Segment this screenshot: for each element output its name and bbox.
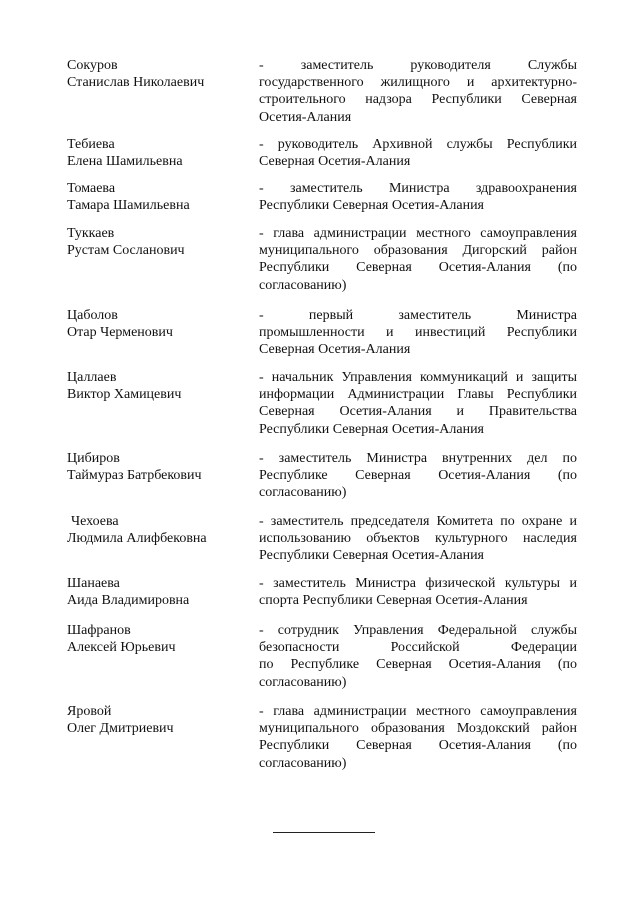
member-surname: Туккаев	[67, 226, 115, 241]
member-position	[259, 513, 577, 565]
member-position	[259, 57, 577, 126]
position-line: Осетия-Алания	[259, 109, 352, 125]
position-line: Республике Северная Осетия-Алания (по	[259, 468, 577, 484]
member-name	[67, 703, 247, 737]
member-position	[259, 575, 577, 609]
member-surname: Шанаева	[67, 576, 120, 591]
position-line: промышленности и инвестиций Республики	[259, 325, 577, 341]
member-name	[67, 307, 247, 341]
position-line: - заместитель руководителя Службы	[259, 58, 577, 73]
member-given-names: Виктор Хамицевич	[67, 387, 182, 403]
position-line: по Республике Северная Осетия-Алания (по	[259, 657, 577, 673]
position-line: Республики Северная Осетия-Алания	[259, 548, 484, 564]
member-name	[67, 450, 247, 484]
position-line: Северная Осетия-Алания и Правительства	[259, 404, 577, 420]
member-given-names: Отар Черменович	[67, 325, 173, 341]
member-name	[67, 180, 247, 214]
position-line: муниципального образования Дигорский район	[259, 243, 577, 259]
member-given-names: Аида Владимировна	[67, 593, 190, 609]
position-line: муниципального образования Моздокский район	[259, 721, 577, 737]
position-line: государственного жилищного и архитектурно-	[259, 75, 577, 91]
member-surname: Яровой	[67, 704, 112, 719]
member-given-names: Станислав Николаевич	[67, 75, 205, 91]
position-line: - глава администрации местного самоуправления	[259, 704, 577, 719]
member-name	[67, 57, 247, 91]
closing-rule	[273, 832, 375, 833]
position-line: Республики Северная Осетия-Алания	[259, 421, 484, 437]
position-line: согласованию)	[259, 674, 347, 690]
member-surname: Цаллаев	[67, 370, 117, 385]
member-position	[259, 307, 577, 359]
position-line: - сотрудник Управления Федеральной службы	[259, 623, 577, 638]
member-name	[67, 513, 251, 547]
position-line: - заместитель председателя Комитета по охране и	[259, 514, 577, 529]
member-given-names: Алексей Юрьевич	[67, 640, 176, 656]
member-surname: Цибиров	[67, 451, 120, 466]
member-surname: Шафранов	[67, 623, 131, 638]
position-line: спорта Республики Северная Осетия-Алания	[259, 593, 528, 609]
position-line: строительного надзора Республики Северная	[259, 92, 577, 108]
position-line: - начальник Управления коммуникаций и защиты	[259, 370, 577, 385]
member-given-names: Олег Дмитриевич	[67, 721, 174, 737]
member-surname: Цаболов	[67, 308, 118, 323]
position-line: - заместитель Министра внутренних дел по	[259, 451, 577, 466]
member-surname: Тебиева	[67, 137, 115, 152]
member-name	[67, 622, 247, 656]
position-line: Северная Осетия-Алания	[259, 342, 411, 358]
member-given-names: Елена Шамильевна	[67, 154, 183, 170]
member-position	[259, 136, 577, 170]
position-line: согласованию)	[259, 485, 347, 501]
position-line: Республики Северная Осетия-Алания (по	[259, 260, 577, 276]
member-position	[259, 180, 577, 214]
member-given-names: Тамара Шамильевна	[67, 198, 190, 214]
member-name	[67, 575, 247, 609]
member-name	[67, 369, 247, 403]
position-line: использованию объектов культурного наследия	[259, 531, 577, 547]
position-line: - заместитель Министра физической культуры и	[259, 576, 577, 591]
member-surname: Чехоева	[71, 514, 119, 529]
position-line: - глава администрации местного самоуправления	[259, 226, 577, 241]
member-surname: Сокуров	[67, 58, 118, 73]
position-line: - руководитель Архивной службы Республики	[259, 137, 577, 152]
member-given-names: Рустам Сосланович	[67, 243, 185, 259]
position-line: - первый заместитель Министра	[259, 308, 577, 323]
position-line: информации Администрации Главы Республики	[259, 387, 577, 403]
member-name	[67, 136, 247, 170]
member-given-names: Таймураз Батрбекович	[67, 468, 202, 484]
member-position	[259, 225, 577, 294]
member-position	[259, 369, 577, 438]
position-line: - заместитель Министра здравоохранения	[259, 181, 577, 196]
position-line: согласованию)	[259, 277, 347, 293]
member-name	[67, 225, 247, 259]
position-line: согласованию)	[259, 755, 347, 771]
position-line: Республики Северная Осетия-Алания (по	[259, 738, 577, 754]
position-line: Северная Осетия-Алания	[259, 154, 411, 170]
member-position	[259, 622, 577, 691]
member-surname: Томаева	[67, 181, 116, 196]
position-line: Республики Северная Осетия-Алания	[259, 198, 484, 214]
position-line: безопасности Российской Федерации	[259, 640, 577, 656]
member-position	[259, 703, 577, 772]
member-given-names: Людмила Алифбековна	[67, 531, 207, 547]
member-position	[259, 450, 577, 502]
